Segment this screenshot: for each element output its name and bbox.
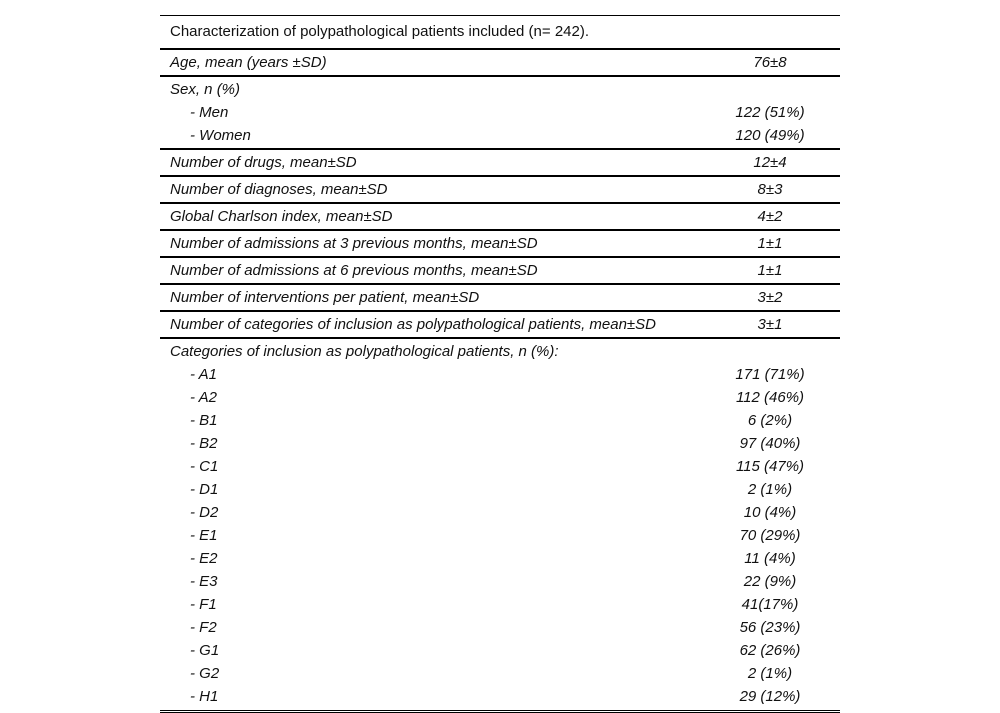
table-row [160, 313, 840, 336]
table-row [160, 51, 840, 74]
table-row [160, 547, 840, 570]
row-value: 2 (1%) [747, 665, 793, 682]
table-row [160, 501, 840, 524]
row-label: Number of interventions per patient, mean±SD [170, 289, 480, 306]
row-label: Number of drugs, mean±SD [170, 154, 357, 171]
table-row [160, 409, 840, 432]
row-label: Number of admissions at 3 previous months, mean±SD [170, 235, 538, 252]
row-label: - C1 [190, 458, 219, 475]
row-label: - E2 [190, 550, 218, 567]
category-list [160, 363, 840, 708]
row-label: - E1 [190, 527, 218, 544]
row-label: - D2 [190, 504, 219, 521]
row-value: 171 (71%) [735, 366, 805, 383]
row-label: - E3 [190, 573, 218, 590]
table-row [160, 616, 840, 639]
table-row [160, 593, 840, 616]
table-row [160, 432, 840, 455]
row-value: 97 (40%) [739, 435, 801, 452]
row-label: Global Charlson index, mean±SD [170, 208, 393, 225]
table-row [160, 205, 840, 228]
row-label: Number of categories of inclusion as polypathological patients, mean±SD [170, 316, 656, 333]
row-label: - F2 [190, 619, 217, 636]
row-group-age [160, 50, 840, 77]
row-value: 112 (46%) [735, 389, 805, 406]
table-row [160, 478, 840, 501]
row-label: - A1 [190, 366, 217, 383]
row-value: 10 (4%) [743, 504, 797, 521]
table-row [160, 101, 840, 124]
row-value: 4±2 [757, 208, 783, 225]
row-label: - D1 [190, 481, 219, 498]
table-row [160, 124, 840, 147]
row-label: Age, mean (years ±SD) [170, 54, 327, 71]
table-row [160, 455, 840, 478]
row-label: - G1 [190, 642, 220, 659]
row-value: 70 (29%) [739, 527, 801, 544]
row-value: 120 (49%) [735, 127, 805, 144]
row-group-charlson [160, 204, 840, 231]
table-row [160, 662, 840, 685]
row-group-categories-count [160, 312, 840, 339]
row-label: Categories of inclusion as polypathological patients, n (%): [170, 343, 559, 360]
row-label: - B2 [190, 435, 218, 452]
row-group-categories [160, 339, 840, 713]
table-row [160, 363, 840, 386]
table-row [160, 570, 840, 593]
row-value: 29 (12%) [739, 688, 801, 705]
row-label: - A2 [190, 389, 217, 406]
table-row [160, 340, 840, 363]
row-value: 3±2 [757, 289, 783, 306]
row-value: 62 (26%) [739, 642, 801, 659]
table-row [160, 524, 840, 547]
row-label: - B1 [190, 412, 218, 429]
row-value: 115 (47%) [735, 458, 805, 475]
row-value: 3±1 [757, 316, 783, 333]
row-group-admissions-3 [160, 231, 840, 258]
row-label: - Men [190, 104, 229, 121]
row-value: 122 (51%) [735, 104, 805, 121]
row-value: 1±1 [757, 235, 783, 252]
row-label: - H1 [190, 688, 219, 705]
row-label: - G2 [190, 665, 220, 682]
row-value: 8±3 [757, 181, 783, 198]
row-value: 56 (23%) [739, 619, 801, 636]
patient-characterization-table [160, 15, 840, 713]
table-row [160, 386, 840, 409]
row-group-admissions-6 [160, 258, 840, 285]
table-row [160, 639, 840, 662]
table-caption: Characterization of polypathological patients included (n= 242). [160, 15, 840, 50]
table-row [160, 232, 840, 255]
table-row [160, 286, 840, 309]
table-row [160, 78, 840, 101]
table-row [160, 151, 840, 174]
row-label: Number of admissions at 6 previous months, mean±SD [170, 262, 538, 279]
row-group-interventions [160, 285, 840, 312]
row-value: 76±8 [753, 54, 787, 71]
table-row [160, 685, 840, 708]
row-group-diagnoses [160, 177, 840, 204]
table-row [160, 259, 840, 282]
table-row [160, 178, 840, 201]
row-value: 12±4 [753, 154, 787, 171]
row-value: 2 (1%) [747, 481, 793, 498]
row-label: - F1 [190, 596, 217, 613]
row-group-drugs [160, 150, 840, 177]
row-label: Number of diagnoses, mean±SD [170, 181, 388, 198]
row-value: 6 (2%) [747, 412, 793, 429]
row-value: 41(17%) [741, 596, 799, 613]
row-value: 1±1 [757, 262, 783, 279]
row-value: 22 (9%) [743, 573, 797, 590]
row-label: - Women [190, 127, 251, 144]
row-group-sex [160, 77, 840, 150]
row-label: Sex, n (%) [170, 81, 241, 98]
row-value: 11 (4%) [744, 550, 796, 567]
